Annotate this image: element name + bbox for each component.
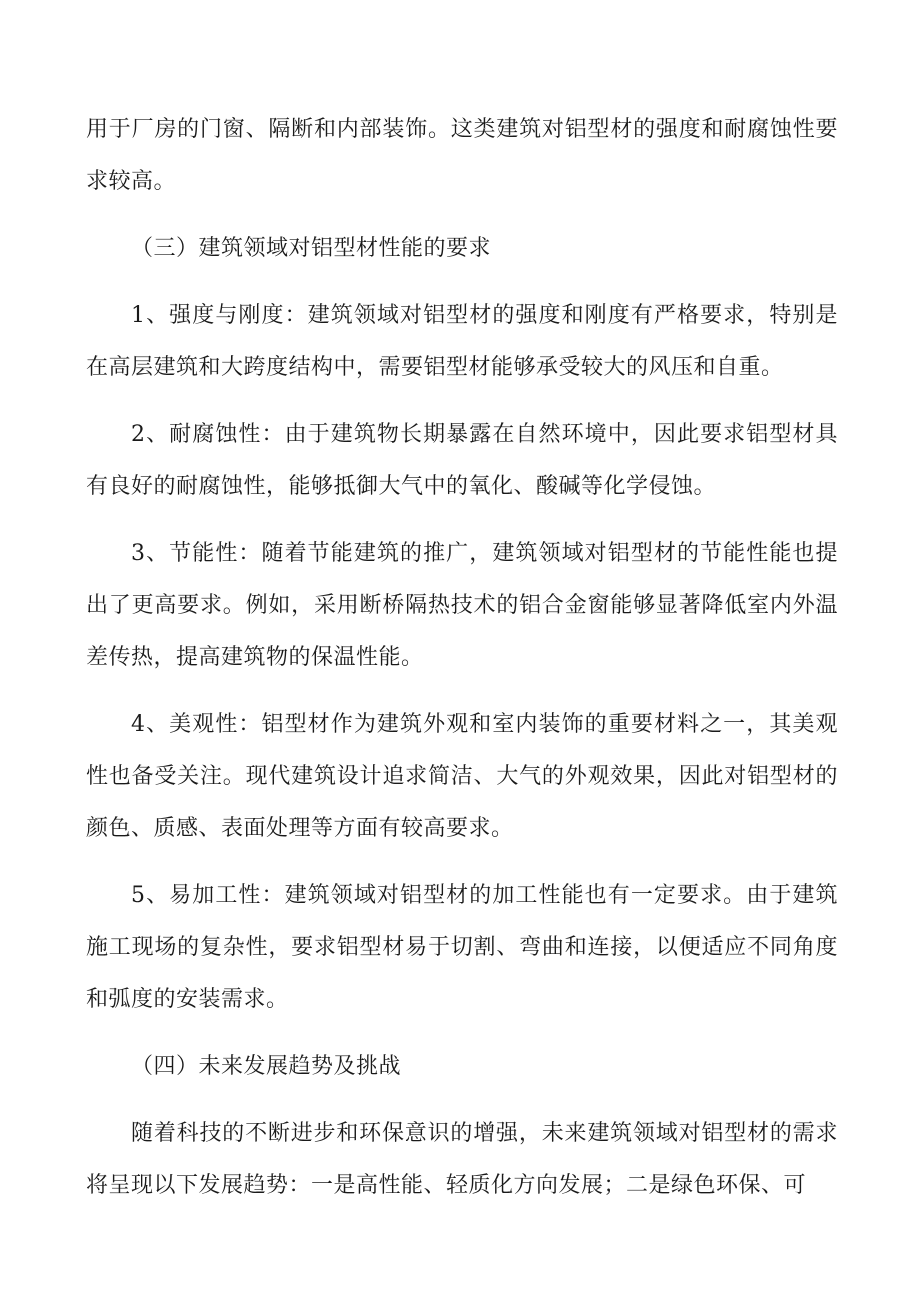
paragraph-continuation: 用于厂房的门窗、隔断和内部装饰。这类建筑对铝型材的强度和耐腐蚀性要求较高。 — [86, 117, 838, 194]
paragraph-corrosion: 2、耐腐蚀性：由于建筑物长期暴露在自然环境中，因此要求铝型材具有良好的耐腐蚀性，能够抵御大气中的氧化、酸碱等化学侵蚀。 — [86, 422, 838, 499]
section-heading-4: （四）未来发展趋势及挑战 — [131, 1054, 402, 1079]
paragraph-strength: 1、强度与刚度：建筑领域对铝型材的强度和刚度有严格要求，特别是在高层建筑和大跨度结构中，需要铝型材能够承受较大的风压和自重。 — [86, 303, 838, 380]
paragraph-processing: 5、易加工性：建筑领域对铝型材的加工性能也有一定要求。由于建筑施工现场的复杂性，要求铝型材易于切割、弯曲和连接，以便适应不同角度和弧度的安装需求。 — [86, 883, 838, 1012]
section-heading-3: （三）建筑领域对铝型材性能的要求 — [131, 236, 492, 261]
paragraph-trends: 随着科技的不断进步和环保意识的增强，未来建筑领域对铝型材的需求将呈现以下发展趋势：一是高性能、轻质化方向发展；二是绿色环保、可 — [86, 1121, 838, 1198]
paragraph-energy: 3、节能性：随着节能建筑的推广，建筑领域对铝型材的节能性能也提出了更高要求。例如，采用断桥隔热技术的铝合金窗能够显著降低室内外温差传热，提高建筑物的保温性能。 — [86, 541, 838, 670]
paragraph-aesthetics: 4、美观性：铝型材作为建筑外观和室内装饰的重要材料之一，其美观性也备受关注。现代建筑设计追求简洁、大气的外观效果，因此对铝型材的颜色、质感、表面处理等方面有较高要求。 — [86, 712, 838, 841]
document-body — [86, 104, 838, 1227]
